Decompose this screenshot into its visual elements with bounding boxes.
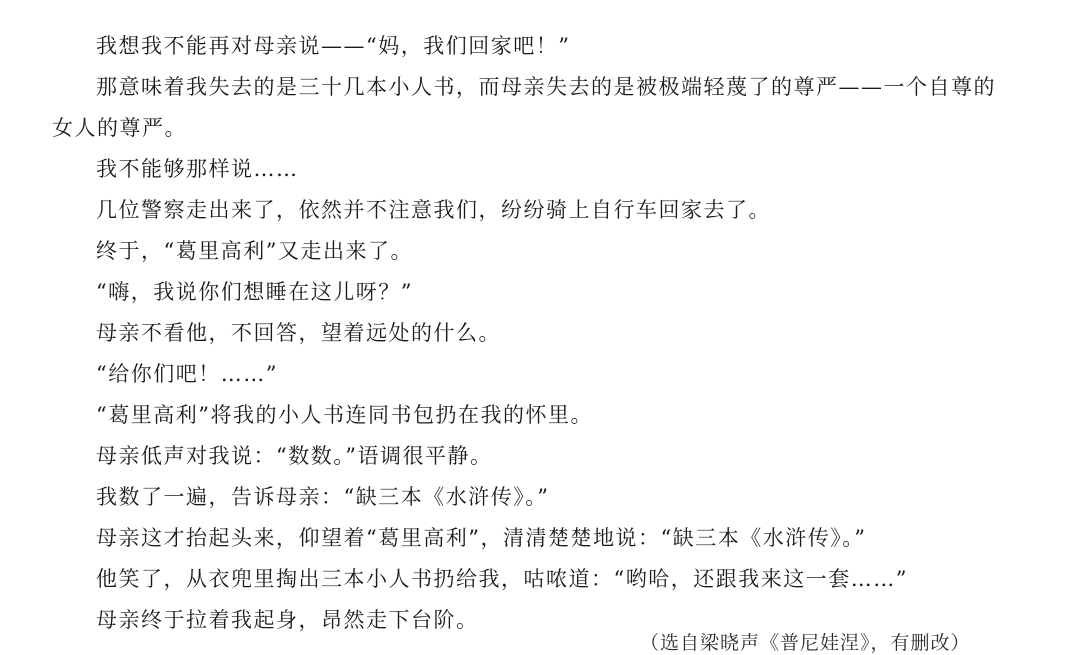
paragraph-5: 终于，“葛里高利”又走出来了。 — [96, 239, 413, 263]
paragraph-2: 那意味着我失去的是三十几本小人书，而母亲失去的是被极端轻蔑了的尊严——一个自尊的女人的尊严。 — [52, 75, 996, 140]
paragraph-11: 我数了一遍，告诉母亲：“缺三本《水浒传》。” — [96, 485, 550, 509]
paragraph-14: 母亲终于拉着我起身，昂然走下台阶。 — [96, 608, 479, 632]
paragraph-4: 几位警察走出来了，依然并不注意我们，纷纷骑上自行车回家去了。 — [96, 198, 771, 222]
paragraph-8: “给你们吧！……” — [96, 362, 278, 386]
paragraph-9: “葛里高利”将我的小人书连同书包扔在我的怀里。 — [96, 403, 593, 427]
paragraph-7: 母亲不看他，不回答，望着远处的什么。 — [96, 321, 501, 345]
paragraph-10: 母亲低声对我说：“数数。”语调很平静。 — [96, 444, 493, 468]
paragraph-6: “嗨，我说你们想睡在这儿呀？” — [96, 280, 413, 304]
paragraph-12: 母亲这才抬起头来，仰望着“葛里高利”，清清楚楚地说：“缺三本《水浒传》。” — [96, 526, 867, 550]
paragraph-3: 我不能够那样说…… — [96, 157, 299, 181]
paragraph-1: 我想我不能再对母亲说——“妈，我们回家吧！” — [96, 34, 571, 58]
source-citation: （选自梁晓声《普尼娃涅》，有删改） — [640, 632, 971, 654]
paragraph-13: 他笑了，从衣兜里掏出三本小人书扔给我，咕哝道：“哟哈，还跟我来这一套……” — [96, 567, 908, 591]
